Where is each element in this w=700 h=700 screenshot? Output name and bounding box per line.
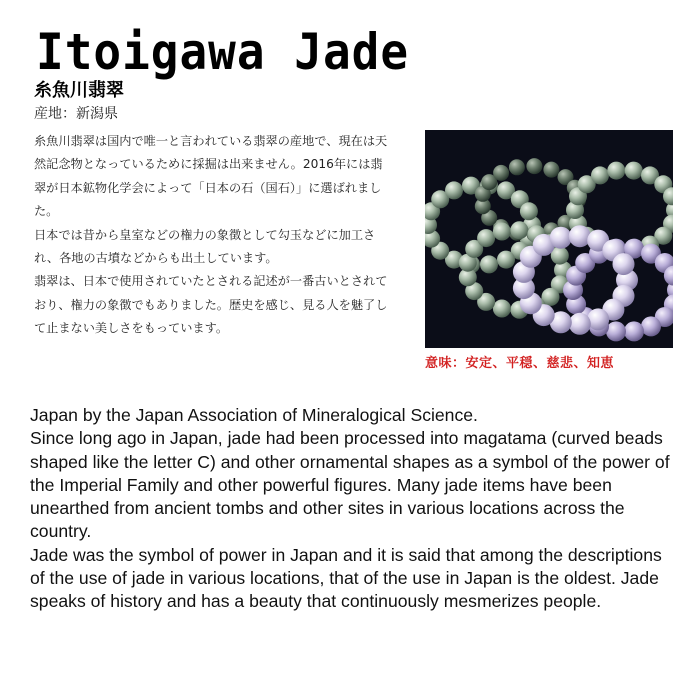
meaning-caption: 意味：安定、平穏、慈悲、知恵	[425, 356, 615, 371]
japanese-description	[34, 130, 390, 341]
bead	[493, 165, 509, 181]
bead	[480, 255, 498, 273]
english-description	[30, 404, 680, 614]
origin-label: 産地：新潟県	[34, 106, 118, 122]
jade-bracelets-photo	[425, 130, 673, 348]
bead	[624, 321, 644, 341]
bead	[587, 308, 609, 330]
bead	[550, 227, 572, 249]
bead	[543, 162, 559, 178]
bead	[607, 162, 625, 180]
bead	[526, 158, 542, 174]
jp-paragraph-1: 糸魚川翡翠は国内で唯一と言われている翡翠の産地で、現在は天然記念物となっているために採掘は出来ません。2016年には翡翠が日本鉱物化学会によって「日本の石（国石）」に選ばれました。	[34, 134, 388, 219]
bracelet-illustration	[425, 130, 673, 348]
japanese-title: 糸魚川翡翠	[34, 80, 124, 101]
en-paragraph-2: Since long ago in Japan, jade had been processed into magatama (curved beads shaped like the letter C) and other ornamental shapes as a symbol of the power of the Imperial Family and other powerful figures. Many jade items have been unearthed from ancient tombs and other sites in various locations across the country.	[30, 428, 670, 542]
jp-paragraph-3: 翡翠は、日本で使用されていたとされる記述が一番古いとされており、権力の象徴でもありました。歴史を感じ、見る人を魅了して止まない美しさをもっています。	[34, 274, 388, 336]
bead	[497, 251, 515, 269]
bead	[606, 321, 626, 341]
bead	[569, 313, 591, 335]
en-paragraph-3: Jade was the symbol of power in Japan and it is said that among the descriptions of the use of jade in various locations, that of the use in Japan is the oldest. Jade speaks of history and has a beauty that continuously mesmerizes people.	[30, 544, 662, 612]
bead	[509, 159, 525, 175]
jp-paragraph-2: 日本では昔から皇室などの権力の象徴として勾玉などに加工され、各地の古墳などからも出土しています。	[34, 227, 376, 266]
bead	[641, 316, 661, 336]
bead	[569, 225, 591, 247]
bead	[591, 166, 609, 184]
bead	[445, 181, 463, 199]
bead	[520, 202, 538, 220]
bead	[613, 253, 635, 275]
bead	[625, 162, 643, 180]
bead	[493, 223, 511, 241]
en-paragraph-1: Japan by the Japan Association of Mineralogical Science.	[30, 405, 478, 425]
bead	[510, 221, 528, 239]
bead	[477, 229, 495, 247]
bead	[493, 300, 511, 318]
page-title: Itoigawa Jade	[36, 22, 410, 81]
